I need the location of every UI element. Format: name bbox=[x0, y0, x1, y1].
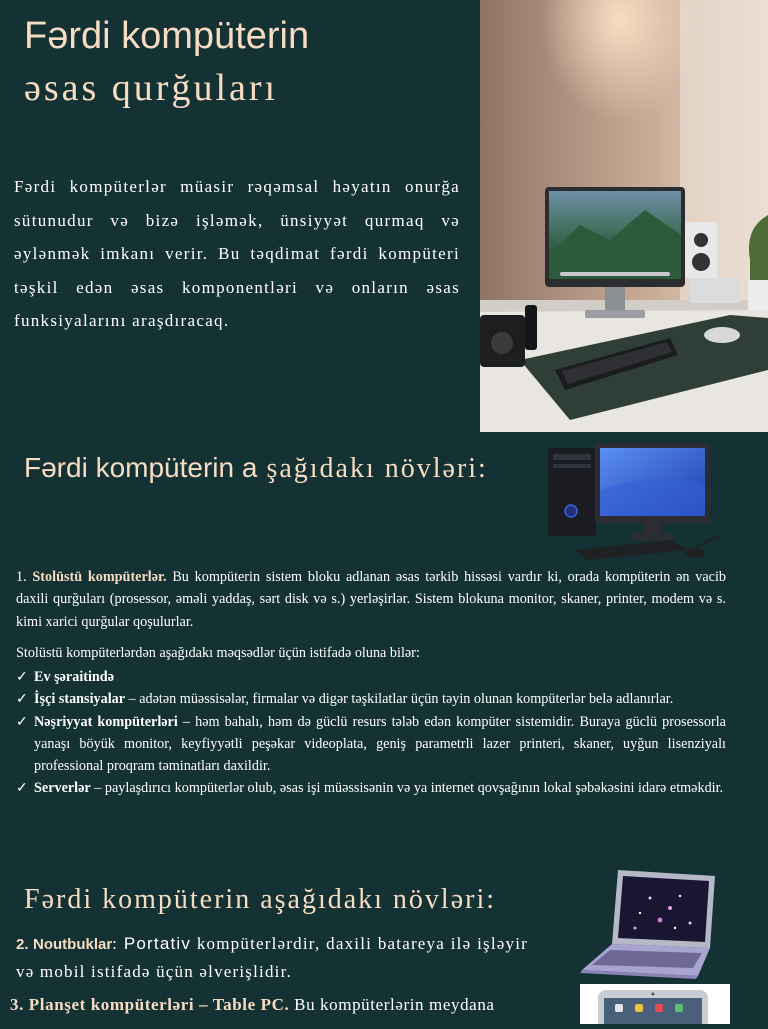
section-1-text: Bu kompüterin sistem bloku adlanan əsas tərkib hissəsi vardır ki, orada kompüterin ən vacib daxili qurğuları (prosessor, əməli yaddaş, sərt disk və s.) yerləşirlər. Sistem blokuna monitor, skaner, printer, modem və s. kimi xarici qurğular qoşulurlar. bbox=[16, 569, 727, 630]
tablet-image bbox=[580, 984, 730, 1024]
list-item bbox=[16, 777, 726, 799]
section-1-paragraph bbox=[16, 566, 726, 633]
section-2-term: Noutbuklar bbox=[33, 936, 113, 953]
section-2-number: 2. bbox=[16, 936, 33, 953]
heading-part-1: Fərdi kompüterin a bbox=[24, 452, 258, 483]
page-title-line-1: Fərdi kompüterin bbox=[24, 15, 310, 57]
check-icon: ✓ bbox=[16, 669, 28, 685]
desk-computer-photo bbox=[480, 0, 768, 432]
list-item-term: İşçi stansiyalar bbox=[34, 691, 126, 708]
heading-part-2: şağıdakı növləri: bbox=[257, 453, 488, 484]
section-2-text-2: kompüterlərdir, daxili batareya ilə işləyir və mobil istifadə üçün əlverişlidir. bbox=[16, 934, 528, 981]
list-item-text: – adətən müəssisələr, firmalar və digər təşkilatlar üçün təyin olunan kompüterlər belə adlanırlar. bbox=[125, 691, 674, 708]
uses-list bbox=[16, 666, 726, 800]
desktop-computer-image bbox=[545, 440, 725, 565]
intro-paragraph: Fərdi kompüterlər müasir rəqəmsal həyatın onurğa sütunudur və bizə işləmək, ünsiyyət qurmaq və əylənmək imkanı verir. Bu təqdimat fərdi kompüteri təşkil edən əsas komponentləri və onların əsas funksiyalarını araşdıracaq. bbox=[14, 177, 460, 330]
list-item bbox=[16, 688, 726, 710]
page-title-line-2: əsas qurğuları bbox=[24, 67, 279, 109]
list-item-term: Serverlər bbox=[34, 780, 91, 797]
list-item-term: Nəşriyyat kompüterləri bbox=[34, 713, 178, 730]
section-heading-types-1 bbox=[24, 452, 488, 485]
section-3-term: 3. Planşet kompüterləri – Table PC. bbox=[10, 995, 290, 1014]
laptop-image bbox=[580, 868, 720, 980]
section-1-number: 1. bbox=[16, 569, 33, 585]
list-item-term: Ev şəraitində bbox=[34, 669, 114, 685]
section-2-text-1: Portativ bbox=[123, 934, 192, 953]
check-icon: ✓ bbox=[16, 713, 28, 730]
section-1-term: Stolüstü kompüterlər. bbox=[32, 569, 167, 585]
check-icon: ✓ bbox=[16, 691, 28, 708]
section-heading-types-2: Fərdi kompüterin aşağıdakı növləri: bbox=[24, 884, 497, 915]
check-icon: ✓ bbox=[16, 780, 28, 797]
list-item bbox=[16, 711, 726, 778]
section-2-paragraph bbox=[16, 930, 528, 985]
section-3-paragraph bbox=[10, 992, 556, 1018]
section-2-colon: : bbox=[112, 934, 124, 953]
uses-intro: Stolüstü kompüterlərdən aşağıdakı məqsədlər üçün istifadə oluna bilər: bbox=[16, 645, 420, 661]
section-3-text: Bu kompüterlərin meydana bbox=[289, 995, 495, 1014]
list-item bbox=[16, 666, 726, 688]
list-item-text: – paylaşdırıcı kompüterlər olub, əsas işi müəssisənin və ya internet qovşağının lokal şəbəkəsini idarə etməkdir. bbox=[90, 780, 724, 797]
list-item-text: – həm bahalı, həm də güclü resurs tələb edən kompüter sistemidir. Buraya güclü prosessorla yanaşı böyük monitor, keyfiyyətli peşəkar videoplata, geniş parametrli lazer printeri, skaner, uyğun lisenziyalı professional proqram təminatları daxildir. bbox=[34, 713, 726, 775]
